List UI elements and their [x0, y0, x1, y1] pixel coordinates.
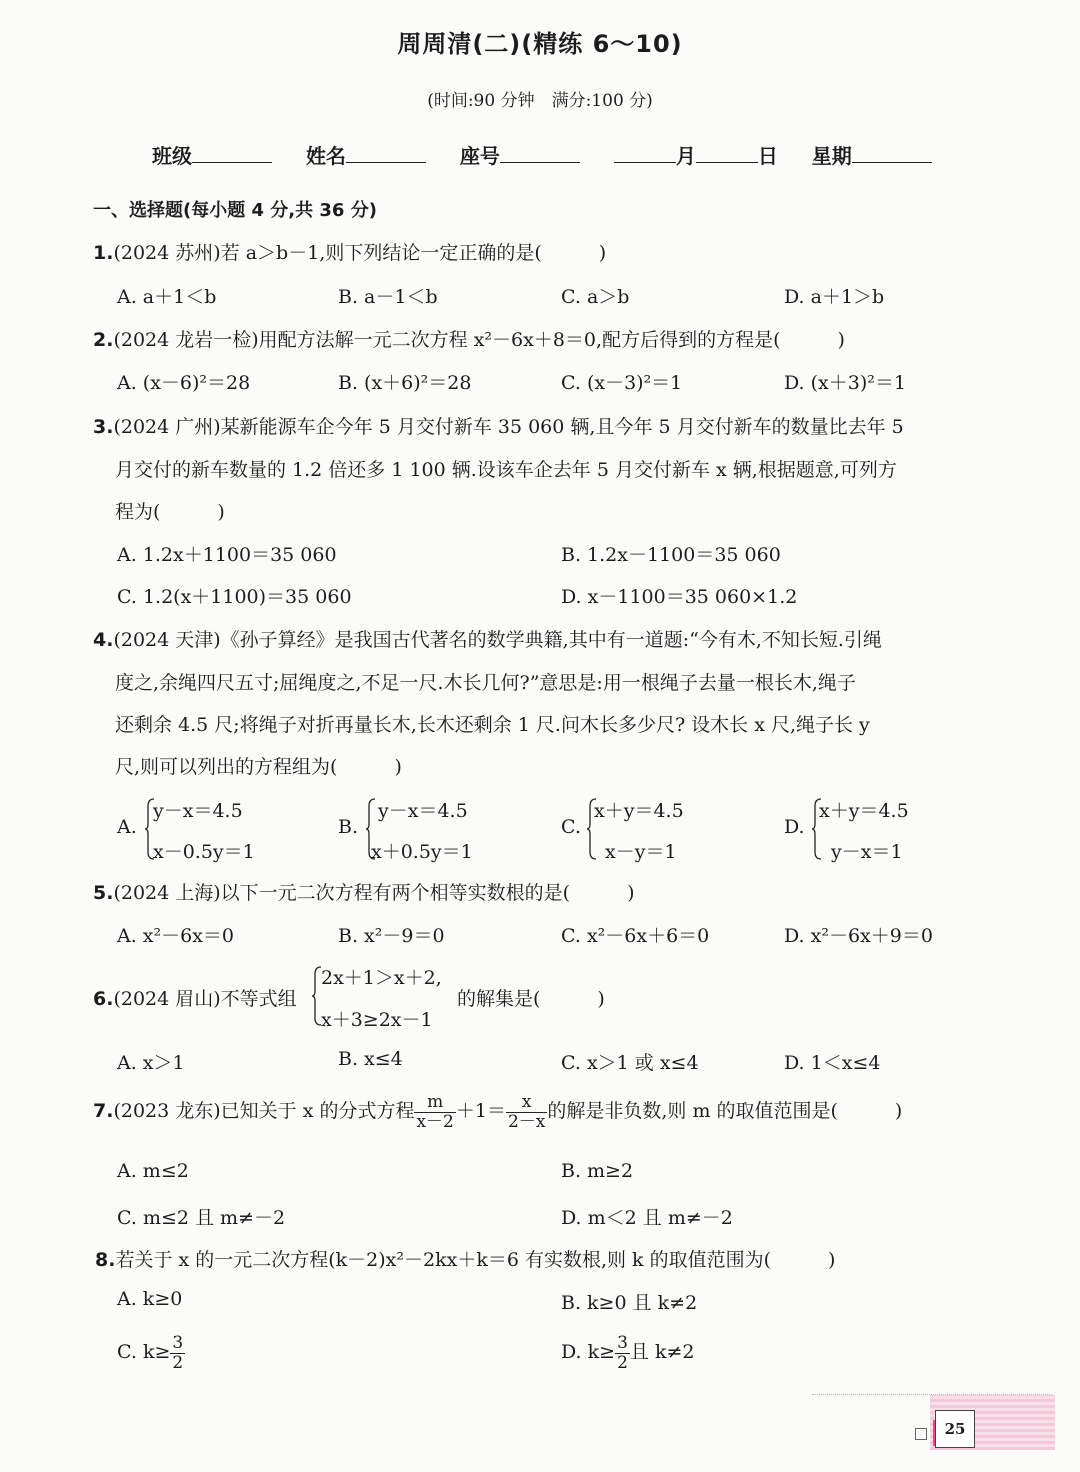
fraction-denominator: x－2	[416, 1111, 454, 1132]
option-a[interactable]: A. a＋1＜b	[117, 286, 217, 308]
option-a[interactable]	[117, 796, 317, 866]
name-blank[interactable]	[346, 142, 426, 163]
equation-top: y－x＝4.5	[153, 800, 243, 822]
option-c[interactable]: C. m≤2 且 m≠－2	[117, 1207, 286, 1229]
option-c[interactable]: C. 1.2(x＋1100)＝35 060	[117, 586, 352, 608]
option-label: A.	[117, 816, 137, 838]
fraction	[615, 1334, 630, 1372]
question-text-suffix: 的解集是( )	[457, 988, 605, 1010]
option-c[interactable]	[117, 1334, 185, 1372]
question-text: (2024 苏州)若 a＞b－1,则下列结论一定正确的是( )	[113, 242, 607, 264]
option-text: D. k≥	[561, 1341, 616, 1364]
option-d[interactable]	[784, 796, 984, 866]
question-6	[93, 984, 297, 1011]
question-number: 3.	[93, 416, 114, 438]
option-d[interactable]: D. (x＋3)²＝1	[784, 372, 906, 394]
equation-top: x＋y＝4.5	[819, 800, 909, 822]
option-b[interactable]: B. x²－9＝0	[338, 925, 445, 947]
fraction	[506, 1093, 547, 1131]
fraction	[170, 1334, 185, 1372]
option-b[interactable]: B. k≥0 且 k≠2	[561, 1292, 698, 1314]
option-b[interactable]: B. x≤4	[338, 1048, 403, 1070]
option-c[interactable]: C. x＞1 或 x≤4	[561, 1052, 699, 1074]
field-day-label: 日	[757, 144, 778, 168]
option-d[interactable]: D. x²－6x＋9＝0	[784, 925, 933, 947]
option-a[interactable]: A. x＞1	[117, 1052, 185, 1074]
field-weekday-label: 星期	[811, 144, 852, 168]
option-c[interactable]	[561, 796, 761, 866]
page-number: 25	[935, 1410, 975, 1448]
field-seat-label: 座号	[459, 144, 500, 168]
option-d[interactable]: D. m＜2 且 m≠－2	[561, 1207, 733, 1229]
option-label: C.	[561, 816, 581, 838]
field-class-label: 班级	[152, 144, 192, 168]
equation-bottom: x－y＝1	[605, 841, 677, 863]
option-b[interactable]: B. (x＋6)²＝28	[338, 372, 472, 394]
question-8	[95, 1245, 835, 1272]
equation-bottom: y－x＝1	[831, 841, 903, 863]
question-number: 1.	[93, 242, 114, 264]
inequality-top: 2x＋1＞x＋2,	[321, 967, 442, 989]
question-7	[93, 1093, 902, 1131]
field-month-label: 月	[675, 144, 696, 168]
question-4	[93, 625, 882, 652]
fraction-denominator: 2	[172, 1352, 184, 1373]
option-d[interactable]: D. a＋1＞b	[784, 286, 885, 308]
fraction-denominator: 2－x	[507, 1111, 546, 1132]
question-text-prefix: (2024 眉山)不等式组	[113, 988, 297, 1010]
question-text-suffix: 的解是非负数,则 m 的取值范围是( )	[547, 1100, 903, 1123]
option-a[interactable]: A. k≥0	[117, 1288, 183, 1310]
option-d[interactable]	[561, 1334, 694, 1372]
fraction-numerator: 3	[172, 1333, 184, 1353]
equation-bottom: x－0.5y＝1	[153, 841, 255, 863]
question-text: 若关于 x 的一元二次方程(k－2)x²－2kx＋k＝6 有实数根,则 k 的取值范围为( )	[115, 1249, 836, 1271]
weekday-blank[interactable]	[852, 142, 932, 163]
inequality-bottom: x＋3≥2x－1	[321, 1009, 433, 1031]
month-blank[interactable]	[614, 142, 676, 163]
equation-middle: ＋1＝	[455, 1100, 506, 1123]
seat-blank[interactable]	[500, 142, 580, 163]
equation-top: x＋y＝4.5	[594, 800, 684, 822]
student-info-fields	[152, 140, 932, 169]
question-number: 8.	[95, 1249, 116, 1271]
question-number: 7.	[93, 1100, 114, 1123]
option-c[interactable]: C. x²－6x＋6＝0	[561, 925, 710, 947]
question-number: 5.	[93, 882, 114, 904]
option-b[interactable]	[338, 796, 538, 866]
question-text-line-1: (2024 天津)《孙子算经》是我国古代著名的数学典籍,其中有一道题:“今有木,不知长短.引绳	[113, 629, 882, 651]
question-2	[93, 325, 845, 352]
equation-top: y－x＝4.5	[378, 800, 468, 822]
question-text-line-1: (2024 广州)某新能源车企今年 5 月交付新车 35 060 辆,且今年 5 月交付新车的数量比去年 5	[113, 416, 904, 438]
equation-bottom: x＋0.5y＝1	[371, 841, 473, 863]
question-5	[93, 878, 635, 905]
question-text: (2024 龙岩一检)用配方法解一元二次方程 x²－6x＋8＝0,配方后得到的方程是( )	[113, 329, 845, 351]
option-label: B.	[338, 816, 359, 838]
day-blank[interactable]	[696, 142, 758, 163]
question-text-line-3: 还剩余 4.5 尺;将绳子对折再量长木,长木还剩余 1 尺.问木长多少尺? 设木长 x 尺,绳子长 y	[115, 714, 870, 736]
exam-info: (时间:90 分钟 满分:100 分)	[427, 91, 653, 111]
question-text: (2024 上海)以下一元二次方程有两个相等实数根的是( )	[113, 882, 635, 904]
question-text-line-2: 度之,余绳四尺五寸;屈绳度之,不足一尺.木长几何?”意思是:用一根绳子去量一根长木,绳子	[115, 672, 856, 694]
fraction-denominator: 2	[617, 1352, 628, 1373]
option-d[interactable]: D. 1＜x≤4	[784, 1052, 881, 1074]
option-d[interactable]: D. x－1100＝35 060×1.2	[561, 586, 798, 608]
question-text-line-2: 月交付的新车数量的 1.2 倍还多 1 100 辆.设该车企去年 5 月交付新车 x 辆,根据题意,可列方	[115, 459, 897, 481]
option-a[interactable]: A. x²－6x＝0	[117, 925, 235, 947]
class-blank[interactable]	[192, 142, 272, 163]
option-c[interactable]: C. (x－3)²＝1	[561, 372, 683, 394]
fraction-numerator: m	[414, 1093, 455, 1113]
option-text-suffix: 且 k≠2	[629, 1341, 695, 1364]
checkbox-icon	[915, 1428, 927, 1440]
question-text-line-4: 尺,则可以列出的方程组为( )	[115, 756, 402, 778]
section-heading: 一、选择题(每小题 4 分,共 36 分)	[93, 200, 377, 221]
option-b[interactable]: B. 1.2x－1100＝35 060	[561, 544, 781, 566]
option-b[interactable]: B. m≥2	[561, 1160, 634, 1182]
question-text-line-3: 程为( )	[115, 501, 225, 523]
option-a[interactable]: A. 1.2x＋1100＝35 060	[117, 544, 337, 566]
fraction-numerator: 3	[617, 1333, 628, 1353]
question-text-prefix: (2023 龙东)已知关于 x 的分式方程	[113, 1100, 415, 1123]
question-3	[93, 412, 904, 439]
option-a[interactable]: A. m≤2	[117, 1160, 189, 1182]
option-a[interactable]: A. (x－6)²＝28	[117, 372, 251, 394]
fraction-numerator: x	[506, 1093, 547, 1113]
option-b[interactable]: B. a－1＜b	[338, 286, 438, 308]
option-label: D.	[784, 816, 805, 838]
question-number: 6.	[93, 988, 114, 1010]
field-name-label: 姓名	[305, 144, 346, 168]
fraction	[414, 1093, 455, 1131]
question-1	[93, 238, 606, 265]
question-number: 2.	[93, 329, 114, 351]
page-title: 周周清(二)(精练 6～10)	[397, 30, 683, 58]
option-c[interactable]: C. a＞b	[561, 286, 630, 308]
option-text: C. k≥	[117, 1341, 171, 1364]
question-number: 4.	[93, 629, 114, 651]
